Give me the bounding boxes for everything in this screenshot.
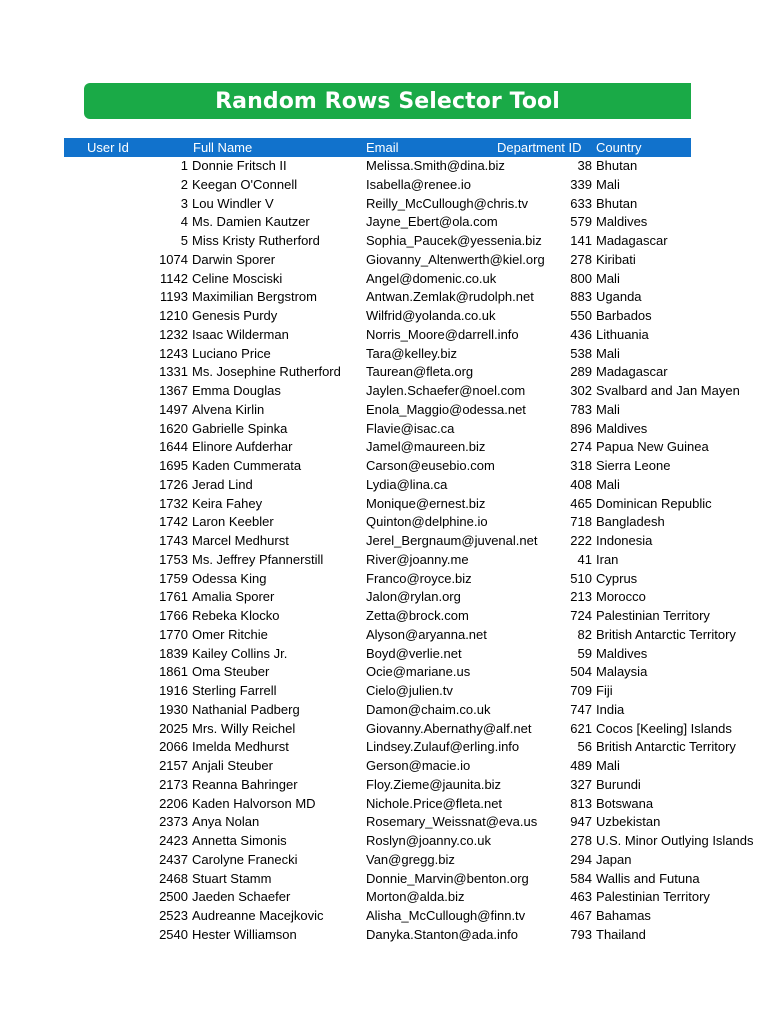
- cell-email[interactable]: Enola_Maggio@odessa.net: [366, 401, 526, 417]
- cell-full-name[interactable]: Carolyne Franecki: [192, 851, 298, 867]
- table-row[interactable]: [64, 438, 709, 457]
- cell-user-id[interactable]: 1142: [160, 270, 188, 286]
- cell-country[interactable]: Malaysia: [596, 664, 648, 680]
- cell-user-id[interactable]: 1210: [159, 308, 188, 323]
- cell-email[interactable]: Damon@chaim.co.uk: [366, 701, 491, 717]
- cell-department-id[interactable]: 584: [570, 870, 592, 886]
- cell-department-id[interactable]: 489: [570, 758, 592, 773]
- cell-email[interactable]: Flavie@isac.ca: [366, 420, 455, 436]
- cell-country[interactable]: Morocco: [596, 589, 646, 605]
- header-country[interactable]: Country: [596, 140, 642, 155]
- cell-full-name[interactable]: Ms. Josephine Rutherford: [192, 364, 341, 380]
- cell-full-name[interactable]: Keira Fahey: [192, 495, 263, 511]
- cell-country[interactable]: Palestinian Territory: [596, 608, 710, 623]
- table-row[interactable]: [64, 476, 691, 495]
- cell-department-id[interactable]: 38: [577, 158, 592, 173]
- cell-email[interactable]: Zetta@brock.com: [366, 608, 469, 623]
- cell-full-name[interactable]: Anya Nolan: [192, 814, 260, 830]
- cell-country[interactable]: Uzbekistan: [596, 814, 661, 830]
- table-row[interactable]: [64, 157, 691, 176]
- cell-email[interactable]: Van@gregg.biz: [366, 851, 455, 867]
- cell-email[interactable]: Donnie_Marvin@benton.org: [366, 870, 529, 886]
- cell-full-name[interactable]: Ms. Jeffrey Pfannerstill: [192, 551, 324, 567]
- cell-country[interactable]: Mali: [596, 476, 620, 492]
- cell-country[interactable]: Japan: [596, 851, 632, 867]
- cell-email[interactable]: Danyka.Stanton@ada.info: [366, 926, 518, 942]
- cell-email[interactable]: Jaylen.Schaefer@noel.com: [366, 383, 526, 398]
- table-row[interactable]: [64, 495, 712, 514]
- table-row[interactable]: [64, 738, 736, 757]
- cell-department-id[interactable]: 294: [570, 851, 592, 867]
- cell-user-id[interactable]: 2373: [159, 814, 188, 830]
- cell-country[interactable]: Burundi: [596, 776, 641, 792]
- cell-user-id[interactable]: 5: [180, 233, 188, 248]
- cell-country[interactable]: Lithuania: [596, 326, 649, 342]
- table-row[interactable]: [64, 532, 691, 551]
- table-row[interactable]: [64, 645, 691, 664]
- cell-email[interactable]: Tara@kelley.biz: [366, 345, 457, 361]
- cell-email[interactable]: Boyd@verlie.net: [366, 645, 462, 661]
- cell-department-id[interactable]: 813: [570, 795, 592, 811]
- cell-department-id[interactable]: 510: [570, 570, 592, 586]
- cell-full-name[interactable]: Emma Douglas: [192, 383, 281, 398]
- cell-user-id[interactable]: 2540: [159, 926, 188, 942]
- cell-country[interactable]: British Antarctic Territory: [596, 626, 736, 642]
- cell-user-id[interactable]: 1770: [159, 626, 188, 642]
- table-row[interactable]: [64, 270, 691, 289]
- cell-user-id[interactable]: 1644: [159, 439, 188, 455]
- cell-full-name[interactable]: Elinore Aufderhar: [192, 439, 293, 455]
- cell-full-name[interactable]: Kaden Cummerata: [192, 458, 302, 473]
- cell-user-id[interactable]: 2206: [159, 795, 188, 811]
- cell-country[interactable]: Mali: [596, 758, 620, 773]
- cell-user-id[interactable]: 1620: [159, 420, 188, 436]
- cell-user-id[interactable]: 2523: [159, 908, 188, 923]
- cell-department-id[interactable]: 465: [570, 495, 592, 511]
- cell-full-name[interactable]: Jaeden Schaefer: [192, 889, 291, 905]
- cell-country[interactable]: U.S. Minor Outlying Islands: [596, 833, 754, 848]
- cell-department-id[interactable]: 436: [570, 326, 592, 342]
- cell-country[interactable]: Madagascar: [596, 233, 668, 248]
- cell-email[interactable]: River@joanny.me: [366, 551, 469, 567]
- cell-department-id[interactable]: 538: [570, 345, 592, 361]
- cell-full-name[interactable]: Ms. Damien Kautzer: [192, 214, 310, 230]
- cell-country[interactable]: Bhutan: [596, 195, 638, 211]
- cell-country[interactable]: Bangladesh: [596, 514, 665, 530]
- table-row[interactable]: [64, 926, 691, 945]
- cell-email[interactable]: Gerson@macie.io: [366, 758, 471, 773]
- cell-full-name[interactable]: Kaden Halvorson MD: [192, 795, 316, 811]
- cell-user-id[interactable]: 1753: [159, 551, 188, 567]
- cell-country[interactable]: Maldives: [596, 420, 648, 436]
- cell-department-id[interactable]: 709: [570, 683, 592, 698]
- data-table: [64, 157, 754, 945]
- cell-user-id[interactable]: 2500: [159, 889, 188, 905]
- cell-country[interactable]: Sierra Leone: [596, 458, 671, 473]
- cell-country[interactable]: Cocos [Keeling] Islands: [596, 720, 732, 736]
- cell-user-id[interactable]: 1766: [159, 608, 188, 623]
- cell-user-id[interactable]: 1726: [159, 476, 188, 492]
- cell-department-id[interactable]: 41: [577, 551, 592, 567]
- cell-email[interactable]: Melissa.Smith@dina.biz: [366, 158, 505, 173]
- cell-full-name[interactable]: Keegan O'Connell: [192, 176, 298, 192]
- cell-country[interactable]: Thailand: [596, 926, 646, 942]
- cell-full-name[interactable]: Marcel Medhurst: [192, 533, 289, 548]
- cell-country[interactable]: Mali: [596, 401, 620, 417]
- cell-user-id[interactable]: 1367: [159, 383, 188, 398]
- cell-department-id[interactable]: 783: [570, 401, 592, 417]
- cell-email[interactable]: Jerel_Bergnaum@juvenal.net: [366, 533, 538, 548]
- table-row[interactable]: [64, 851, 691, 870]
- cell-department-id[interactable]: 883: [570, 289, 592, 305]
- table-row[interactable]: [64, 307, 691, 326]
- table-row[interactable]: [64, 176, 691, 195]
- cell-full-name[interactable]: Alvena Kirlin: [192, 401, 265, 417]
- table-row[interactable]: [64, 551, 691, 570]
- cell-email[interactable]: Carson@eusebio.com: [366, 458, 495, 473]
- cell-email[interactable]: Rosemary_Weissnat@eva.us: [366, 814, 538, 830]
- cell-department-id[interactable]: 278: [570, 251, 592, 267]
- cell-country[interactable]: Maldives: [596, 214, 648, 230]
- table-row[interactable]: [64, 682, 691, 701]
- cell-user-id[interactable]: 1861: [159, 664, 188, 680]
- cell-email[interactable]: Nichole.Price@fleta.net: [366, 795, 503, 811]
- cell-email[interactable]: Jamel@maureen.biz: [366, 439, 486, 455]
- cell-full-name[interactable]: Darwin Sporer: [192, 251, 276, 267]
- table-row[interactable]: [64, 701, 691, 720]
- cell-user-id[interactable]: 1: [180, 158, 188, 173]
- cell-country[interactable]: Kiribati: [596, 251, 636, 267]
- cell-full-name[interactable]: Isaac Wilderman: [192, 326, 289, 342]
- cell-full-name[interactable]: Odessa King: [192, 570, 267, 586]
- table-row[interactable]: [64, 195, 691, 214]
- cell-user-id[interactable]: 2437: [159, 851, 188, 867]
- cell-user-id[interactable]: 1331: [159, 364, 188, 380]
- cell-email[interactable]: Jalon@rylan.org: [366, 589, 461, 605]
- cell-user-id[interactable]: 1695: [159, 458, 188, 473]
- cell-country[interactable]: Dominican Republic: [596, 495, 712, 511]
- cell-user-id[interactable]: 2025: [159, 720, 188, 736]
- cell-user-id[interactable]: 1732: [159, 495, 188, 511]
- table-row[interactable]: [64, 457, 691, 476]
- header-email[interactable]: Email: [366, 140, 399, 155]
- cell-user-id[interactable]: 1497: [159, 401, 188, 417]
- cell-email[interactable]: Cielo@julien.tv: [366, 683, 453, 698]
- table-row[interactable]: [64, 607, 710, 626]
- cell-user-id[interactable]: 1916: [159, 683, 188, 698]
- cell-email[interactable]: Alyson@aryanna.net: [366, 626, 487, 642]
- cell-full-name[interactable]: Kailey Collins Jr.: [192, 645, 288, 661]
- cell-department-id[interactable]: 289: [570, 364, 592, 380]
- cell-email[interactable]: Monique@ernest.biz: [366, 495, 486, 511]
- cell-full-name[interactable]: Anjali Steuber: [192, 758, 273, 773]
- cell-user-id[interactable]: 2066: [159, 739, 188, 755]
- cell-department-id[interactable]: 463: [570, 889, 592, 905]
- cell-email[interactable]: Wilfrid@yolanda.co.uk: [366, 308, 496, 323]
- cell-department-id[interactable]: 278: [570, 833, 592, 848]
- cell-department-id[interactable]: 621: [570, 720, 592, 736]
- cell-email[interactable]: Giovanny_Altenwerth@kiel.org: [366, 251, 545, 267]
- cell-email[interactable]: Lydia@lina.ca: [366, 476, 448, 492]
- cell-user-id[interactable]: 1930: [159, 701, 188, 717]
- cell-department-id[interactable]: 800: [570, 270, 592, 286]
- cell-full-name[interactable]: Amalia Sporer: [192, 589, 275, 605]
- cell-user-id[interactable]: 2423: [159, 833, 188, 848]
- cell-full-name[interactable]: Hester Williamson: [192, 926, 297, 942]
- cell-email[interactable]: Lindsey.Zulauf@erling.info: [366, 739, 520, 755]
- cell-user-id[interactable]: 1232: [159, 326, 188, 342]
- cell-department-id[interactable]: 141: [570, 233, 592, 248]
- table-row[interactable]: [64, 232, 691, 251]
- cell-country[interactable]: Wallis and Futuna: [596, 870, 700, 886]
- cell-user-id[interactable]: 1243: [159, 345, 188, 361]
- table-row[interactable]: [64, 907, 691, 926]
- cell-full-name[interactable]: Reanna Bahringer: [192, 776, 298, 792]
- header-department-id[interactable]: Department ID: [497, 140, 582, 155]
- cell-email[interactable]: Isabella@renee.io: [366, 176, 471, 192]
- cell-email[interactable]: Norris_Moore@darrell.info: [366, 326, 519, 342]
- header-user-id[interactable]: User Id: [87, 140, 129, 155]
- table-row[interactable]: [64, 870, 700, 889]
- cell-department-id[interactable]: 504: [570, 664, 592, 680]
- cell-full-name[interactable]: Miss Kristy Rutherford: [192, 233, 320, 248]
- cell-full-name[interactable]: Maximilian Bergstrom: [192, 289, 317, 305]
- cell-full-name[interactable]: Donnie Fritsch II: [192, 158, 287, 173]
- table-row[interactable]: [64, 795, 691, 814]
- cell-country[interactable]: Botswana: [596, 795, 654, 811]
- cell-full-name[interactable]: Oma Steuber: [192, 664, 270, 680]
- table-row[interactable]: [64, 832, 754, 851]
- cell-user-id[interactable]: 2157: [159, 758, 188, 773]
- cell-department-id[interactable]: 318: [570, 458, 592, 473]
- table-row[interactable]: [64, 513, 691, 532]
- cell-email[interactable]: Angel@domenic.co.uk: [366, 270, 497, 286]
- cell-country[interactable]: Uganda: [596, 289, 642, 305]
- cell-country[interactable]: Iran: [596, 551, 619, 567]
- cell-department-id[interactable]: 222: [570, 533, 592, 548]
- cell-department-id[interactable]: 327: [570, 776, 592, 792]
- header-full-name[interactable]: Full Name: [193, 140, 253, 155]
- cell-department-id[interactable]: 633: [570, 195, 592, 211]
- cell-full-name[interactable]: Genesis Purdy: [192, 308, 278, 323]
- cell-department-id[interactable]: 302: [570, 383, 592, 398]
- cell-department-id[interactable]: 947: [570, 814, 592, 830]
- cell-email[interactable]: Floy.Zieme@jaunita.biz: [366, 776, 502, 792]
- cell-user-id[interactable]: 2: [180, 176, 188, 192]
- cell-email[interactable]: Alisha_McCullough@finn.tv: [366, 908, 526, 923]
- cell-department-id[interactable]: 747: [570, 701, 592, 717]
- cell-user-id[interactable]: 1742: [159, 514, 188, 530]
- table-row[interactable]: [64, 401, 691, 420]
- cell-full-name[interactable]: Stuart Stamm: [192, 870, 272, 886]
- cell-full-name[interactable]: Laron Keebler: [192, 514, 274, 530]
- cell-email[interactable]: Jayne_Ebert@ola.com: [366, 214, 498, 230]
- cell-user-id[interactable]: 2173: [159, 776, 188, 792]
- cell-user-id[interactable]: 1839: [159, 645, 188, 661]
- cell-email[interactable]: Morton@alda.biz: [366, 889, 465, 905]
- cell-department-id[interactable]: 579: [570, 214, 592, 230]
- cell-department-id[interactable]: 274: [570, 439, 592, 455]
- cell-full-name[interactable]: Lou Windler V: [192, 195, 274, 211]
- cell-user-id[interactable]: 1074: [159, 251, 188, 267]
- cell-email[interactable]: Taurean@fleta.org: [366, 364, 474, 380]
- cell-department-id[interactable]: 82: [577, 626, 592, 642]
- cell-full-name[interactable]: Gabrielle Spinka: [192, 420, 288, 436]
- table-row[interactable]: [64, 757, 691, 776]
- cell-full-name[interactable]: Imelda Medhurst: [192, 739, 289, 755]
- cell-country[interactable]: Mali: [596, 270, 620, 286]
- cell-country[interactable]: Cyprus: [596, 570, 638, 586]
- cell-country[interactable]: British Antarctic Territory: [596, 739, 736, 755]
- cell-country[interactable]: Papua New Guinea: [596, 439, 709, 455]
- table-row[interactable]: [64, 588, 691, 607]
- cell-user-id[interactable]: 4: [180, 214, 188, 230]
- cell-email[interactable]: Quinton@delphine.io: [366, 514, 488, 530]
- table-row[interactable]: [64, 570, 691, 589]
- table-row[interactable]: [64, 288, 691, 307]
- cell-department-id[interactable]: 467: [570, 908, 592, 923]
- table-row[interactable]: [64, 813, 691, 832]
- cell-country[interactable]: Fiji: [596, 683, 613, 698]
- title-banner: [84, 83, 691, 119]
- table-row[interactable]: [64, 363, 691, 382]
- cell-user-id[interactable]: 2468: [159, 870, 188, 886]
- cell-department-id[interactable]: 339: [570, 176, 592, 192]
- cell-email[interactable]: Franco@royce.biz: [366, 570, 472, 586]
- cell-user-id[interactable]: 1759: [159, 570, 188, 586]
- cell-email[interactable]: Antwan.Zemlak@rudolph.net: [366, 289, 534, 305]
- cell-full-name[interactable]: Omer Ritchie: [192, 626, 268, 642]
- cell-department-id[interactable]: 724: [570, 608, 592, 623]
- cell-full-name[interactable]: Sterling Farrell: [192, 683, 277, 698]
- cell-user-id[interactable]: 3: [180, 195, 188, 211]
- cell-department-id[interactable]: 408: [570, 476, 592, 492]
- cell-user-id[interactable]: 1743: [159, 533, 188, 548]
- cell-full-name[interactable]: Mrs. Willy Reichel: [192, 720, 296, 736]
- cell-user-id[interactable]: 1193: [160, 289, 188, 305]
- cell-country[interactable]: Palestinian Territory: [596, 889, 710, 905]
- cell-country[interactable]: India: [596, 701, 625, 717]
- cell-full-name[interactable]: Annetta Simonis: [192, 833, 287, 848]
- cell-email[interactable]: Reilly_McCullough@chris.tv: [366, 195, 529, 211]
- table-row[interactable]: [64, 251, 691, 270]
- cell-country[interactable]: Indonesia: [596, 533, 653, 548]
- cell-full-name[interactable]: Celine Mosciski: [192, 270, 283, 286]
- cell-full-name[interactable]: Luciano Price: [192, 345, 271, 361]
- table-row[interactable]: [64, 663, 691, 682]
- table-row[interactable]: [64, 345, 691, 364]
- table-row[interactable]: [64, 888, 710, 907]
- cell-department-id[interactable]: 718: [570, 514, 592, 530]
- cell-country[interactable]: Mali: [596, 176, 620, 192]
- cell-full-name[interactable]: Audreanne Macejkovic: [192, 908, 324, 923]
- cell-country[interactable]: Bahamas: [596, 908, 651, 923]
- cell-full-name[interactable]: Jerad Lind: [192, 476, 253, 492]
- cell-country[interactable]: Svalbard and Jan Mayen: [596, 383, 740, 398]
- table-row[interactable]: [64, 776, 691, 795]
- cell-country[interactable]: Madagascar: [596, 364, 668, 380]
- cell-country[interactable]: Mali: [596, 345, 620, 361]
- table-row[interactable]: [64, 720, 732, 739]
- cell-email[interactable]: Roslyn@joanny.co.uk: [366, 833, 491, 848]
- table-row[interactable]: [64, 213, 691, 232]
- cell-country[interactable]: Barbados: [596, 308, 652, 323]
- table-header: [64, 138, 691, 157]
- cell-full-name[interactable]: Rebeka Klocko: [192, 608, 280, 623]
- cell-department-id[interactable]: 59: [577, 645, 592, 661]
- cell-department-id[interactable]: 793: [570, 926, 592, 942]
- table-row[interactable]: [64, 420, 691, 439]
- cell-department-id[interactable]: 56: [577, 739, 592, 755]
- cell-country[interactable]: Bhutan: [596, 158, 638, 173]
- cell-department-id[interactable]: 896: [570, 420, 592, 436]
- cell-email[interactable]: Ocie@mariane.us: [366, 664, 471, 680]
- table-row[interactable]: [64, 626, 736, 645]
- cell-full-name[interactable]: Nathanial Padberg: [192, 701, 300, 717]
- cell-email[interactable]: Sophia_Paucek@yessenia.biz: [366, 233, 542, 248]
- page-title: Random Rows Selector Tool: [215, 88, 560, 114]
- cell-department-id[interactable]: 550: [570, 308, 592, 323]
- table-row[interactable]: [64, 382, 740, 401]
- table-row[interactable]: [64, 326, 691, 345]
- cell-email[interactable]: Giovanny.Abernathy@alf.net: [366, 720, 532, 736]
- cell-country[interactable]: Maldives: [596, 645, 648, 661]
- cell-department-id[interactable]: 213: [570, 589, 592, 605]
- cell-user-id[interactable]: 1761: [159, 589, 188, 605]
